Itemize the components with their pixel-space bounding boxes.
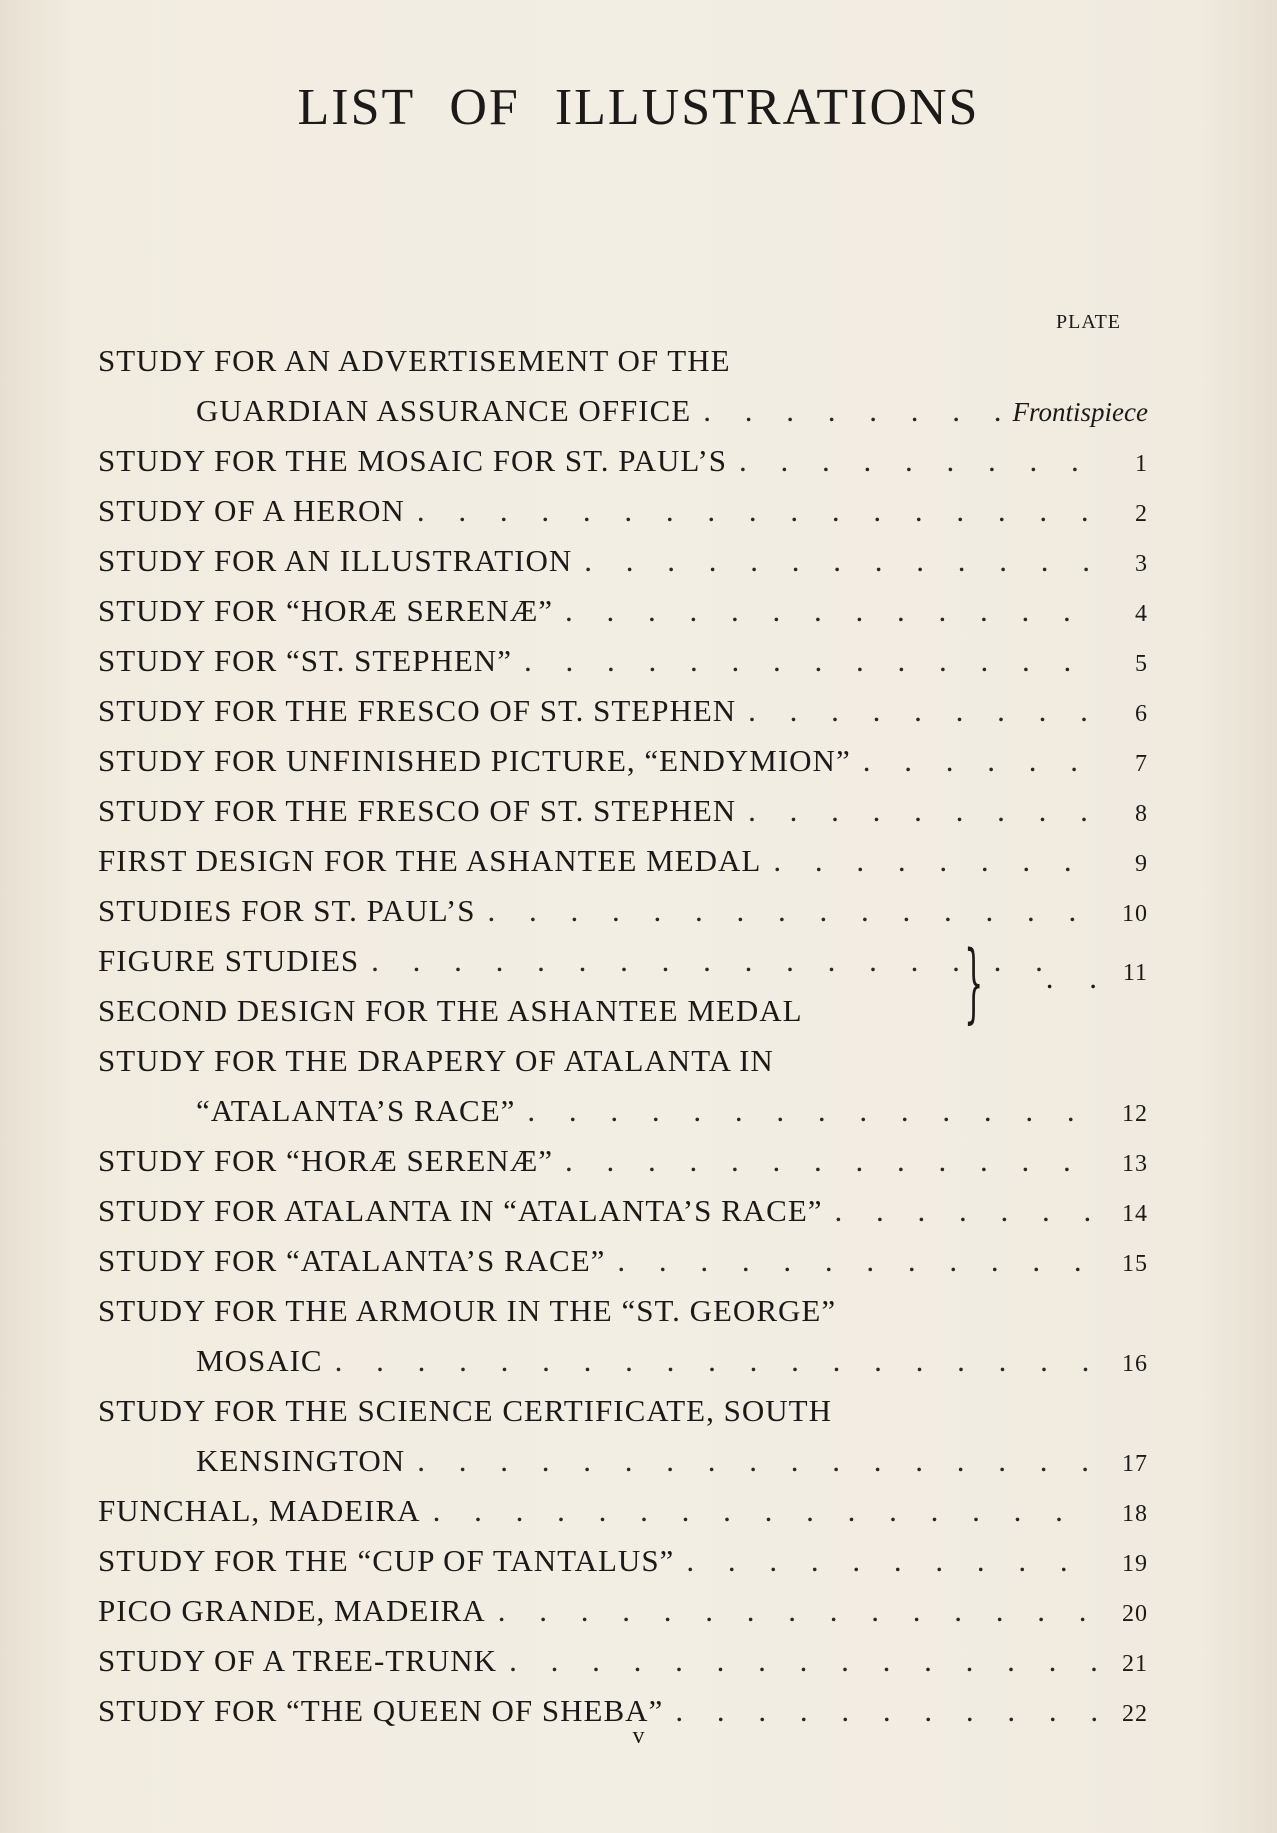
plate-number: 12 bbox=[1122, 1101, 1148, 1127]
entry-title-continued: GUARDIAN ASSURANCE OFFICE bbox=[196, 393, 692, 428]
entry-title: STUDY FOR THE DRAPERY OF ATALANTA IN bbox=[98, 1043, 774, 1078]
list-entry bbox=[98, 336, 1148, 436]
list-entry bbox=[98, 1536, 1148, 1586]
plate-number: 15 bbox=[1122, 1251, 1148, 1277]
dot-leader bbox=[524, 636, 1096, 686]
plate-column-heading: PLATE bbox=[1056, 311, 1121, 333]
entry-title: STUDY FOR THE MOSAIC FOR ST. PAUL’S bbox=[98, 443, 728, 478]
dot-leader bbox=[748, 786, 1096, 836]
list-entry bbox=[98, 686, 1148, 736]
entry-title: STUDY FOR “HORÆ SERENÆ” bbox=[98, 593, 554, 628]
list-entry bbox=[98, 736, 1148, 786]
dot-leader bbox=[433, 1486, 1096, 1536]
entry-title: STUDY FOR “THE QUEEN OF SHEBA” bbox=[98, 1693, 664, 1728]
dot-leader bbox=[584, 536, 1096, 586]
entry-title: STUDY FOR THE FRESCO OF ST. STEPHEN bbox=[98, 693, 737, 728]
entry-title: STUDY FOR “ST. STEPHEN” bbox=[98, 643, 512, 678]
plate-number: 9 bbox=[1135, 851, 1148, 877]
entry-title: STUDY FOR “HORÆ SERENÆ” bbox=[98, 1143, 554, 1178]
entry-title: STUDY FOR AN ADVERTISEMENT OF THE bbox=[98, 343, 731, 378]
entry-title: STUDY FOR UNFINISHED PICTURE, “ENDYMION” bbox=[98, 743, 851, 778]
list-entry bbox=[98, 1136, 1148, 1186]
entry-title: STUDY FOR THE ARMOUR IN THE “ST. GEORGE” bbox=[98, 1293, 837, 1328]
plate-number: 19 bbox=[1122, 1551, 1148, 1577]
dot-leader bbox=[686, 1536, 1096, 1586]
dot-leader: . . bbox=[1045, 960, 1098, 995]
dot-leader bbox=[773, 836, 1096, 886]
dot-leader bbox=[498, 1586, 1096, 1636]
plate-number: 14 bbox=[1122, 1201, 1148, 1227]
plate-number: 16 bbox=[1122, 1351, 1148, 1377]
entry-title: PICO GRANDE, MADEIRA bbox=[98, 1593, 486, 1628]
plate-number: 20 bbox=[1122, 1601, 1148, 1627]
list-entry bbox=[98, 536, 1148, 586]
plate-number: Frontispiece bbox=[1012, 397, 1148, 427]
entry-title-continued: “ATALANTA’S RACE” bbox=[196, 1093, 516, 1128]
plate-number: 10 bbox=[1122, 901, 1148, 927]
dot-leader bbox=[527, 1086, 1096, 1136]
list-entry-bracketed bbox=[98, 933, 1148, 1036]
dot-leader bbox=[748, 686, 1096, 736]
plate-number: 22 bbox=[1122, 1701, 1148, 1727]
entry-title: STUDY FOR THE FRESCO OF ST. STEPHEN bbox=[98, 793, 737, 828]
dot-leader bbox=[565, 586, 1096, 636]
list-entry bbox=[98, 1286, 1148, 1386]
entry-title: STUDY FOR THE SCIENCE CERTIFICATE, SOUTH bbox=[98, 1393, 832, 1428]
plate-number: 4 bbox=[1135, 601, 1148, 627]
plate-number: 7 bbox=[1135, 751, 1148, 777]
page-number: v bbox=[632, 1723, 645, 1749]
dot-leader bbox=[371, 936, 1050, 986]
plate-number: 13 bbox=[1122, 1151, 1148, 1177]
list-entry bbox=[98, 1386, 1148, 1486]
plate-number: 17 bbox=[1122, 1451, 1148, 1477]
dot-leader bbox=[835, 1186, 1096, 1236]
entry-title-continued: MOSAIC bbox=[196, 1343, 323, 1378]
entry-title-continued: KENSINGTON bbox=[196, 1443, 406, 1478]
page-title: LIST OF ILLUSTRATIONS bbox=[297, 79, 980, 136]
entry-title: FIRST DESIGN FOR THE ASHANTEE MEDAL bbox=[98, 843, 762, 878]
list-entry bbox=[98, 436, 1148, 486]
entry-title: STUDY FOR ATALANTA IN “ATALANTA’S RACE” bbox=[98, 1193, 823, 1228]
dot-leader bbox=[617, 1236, 1096, 1286]
list-entry bbox=[98, 786, 1148, 836]
list-entry bbox=[98, 636, 1148, 686]
entry-title: FIGURE STUDIES bbox=[98, 943, 360, 978]
list-entry bbox=[98, 1486, 1148, 1536]
list-entry bbox=[98, 1636, 1148, 1686]
plate-number: 11 bbox=[1122, 960, 1148, 986]
entry-title: STUDY OF A TREE-TRUNK bbox=[98, 1643, 498, 1678]
dot-leader bbox=[565, 1136, 1096, 1186]
entry-title: STUDIES FOR ST. PAUL’S bbox=[98, 893, 476, 928]
plate-number: 1 bbox=[1135, 451, 1148, 477]
list-entry bbox=[98, 486, 1148, 536]
plate-number: 2 bbox=[1135, 501, 1148, 527]
entry-title: STUDY FOR THE “CUP OF TANTALUS” bbox=[98, 1543, 675, 1578]
dot-leader bbox=[417, 486, 1096, 536]
plate-number: 21 bbox=[1122, 1651, 1148, 1677]
entry-title: STUDY FOR AN ILLUSTRATION bbox=[98, 543, 573, 578]
list-entry bbox=[98, 586, 1148, 636]
plate-number: 3 bbox=[1135, 551, 1148, 577]
list-entry bbox=[98, 886, 1148, 936]
right-brace: } bbox=[964, 933, 984, 1033]
dot-leader bbox=[863, 736, 1096, 786]
plate-number: 8 bbox=[1135, 801, 1148, 827]
dot-leader bbox=[703, 386, 1000, 436]
plate-number: 5 bbox=[1135, 651, 1148, 677]
list-entry bbox=[98, 1236, 1148, 1286]
list-entry bbox=[98, 1186, 1148, 1236]
dot-leader bbox=[335, 1336, 1096, 1386]
entry-title: STUDY FOR “ATALANTA’S RACE” bbox=[98, 1243, 606, 1278]
list-entry bbox=[98, 836, 1148, 886]
entry-title-second: SECOND DESIGN FOR THE ASHANTEE MEDAL bbox=[98, 993, 803, 1028]
list-entry bbox=[98, 1036, 1148, 1136]
plate-number: 6 bbox=[1135, 701, 1148, 727]
dot-leader bbox=[509, 1636, 1096, 1686]
entry-title: STUDY OF A HERON bbox=[98, 493, 405, 528]
dot-leader bbox=[487, 886, 1096, 936]
plate-number: 18 bbox=[1122, 1501, 1148, 1527]
entry-title: FUNCHAL, MADEIRA bbox=[98, 1493, 421, 1528]
dot-leader bbox=[417, 1436, 1096, 1486]
dot-leader bbox=[739, 436, 1096, 486]
list-entry bbox=[98, 1586, 1148, 1636]
illustration-list bbox=[98, 336, 1148, 1736]
